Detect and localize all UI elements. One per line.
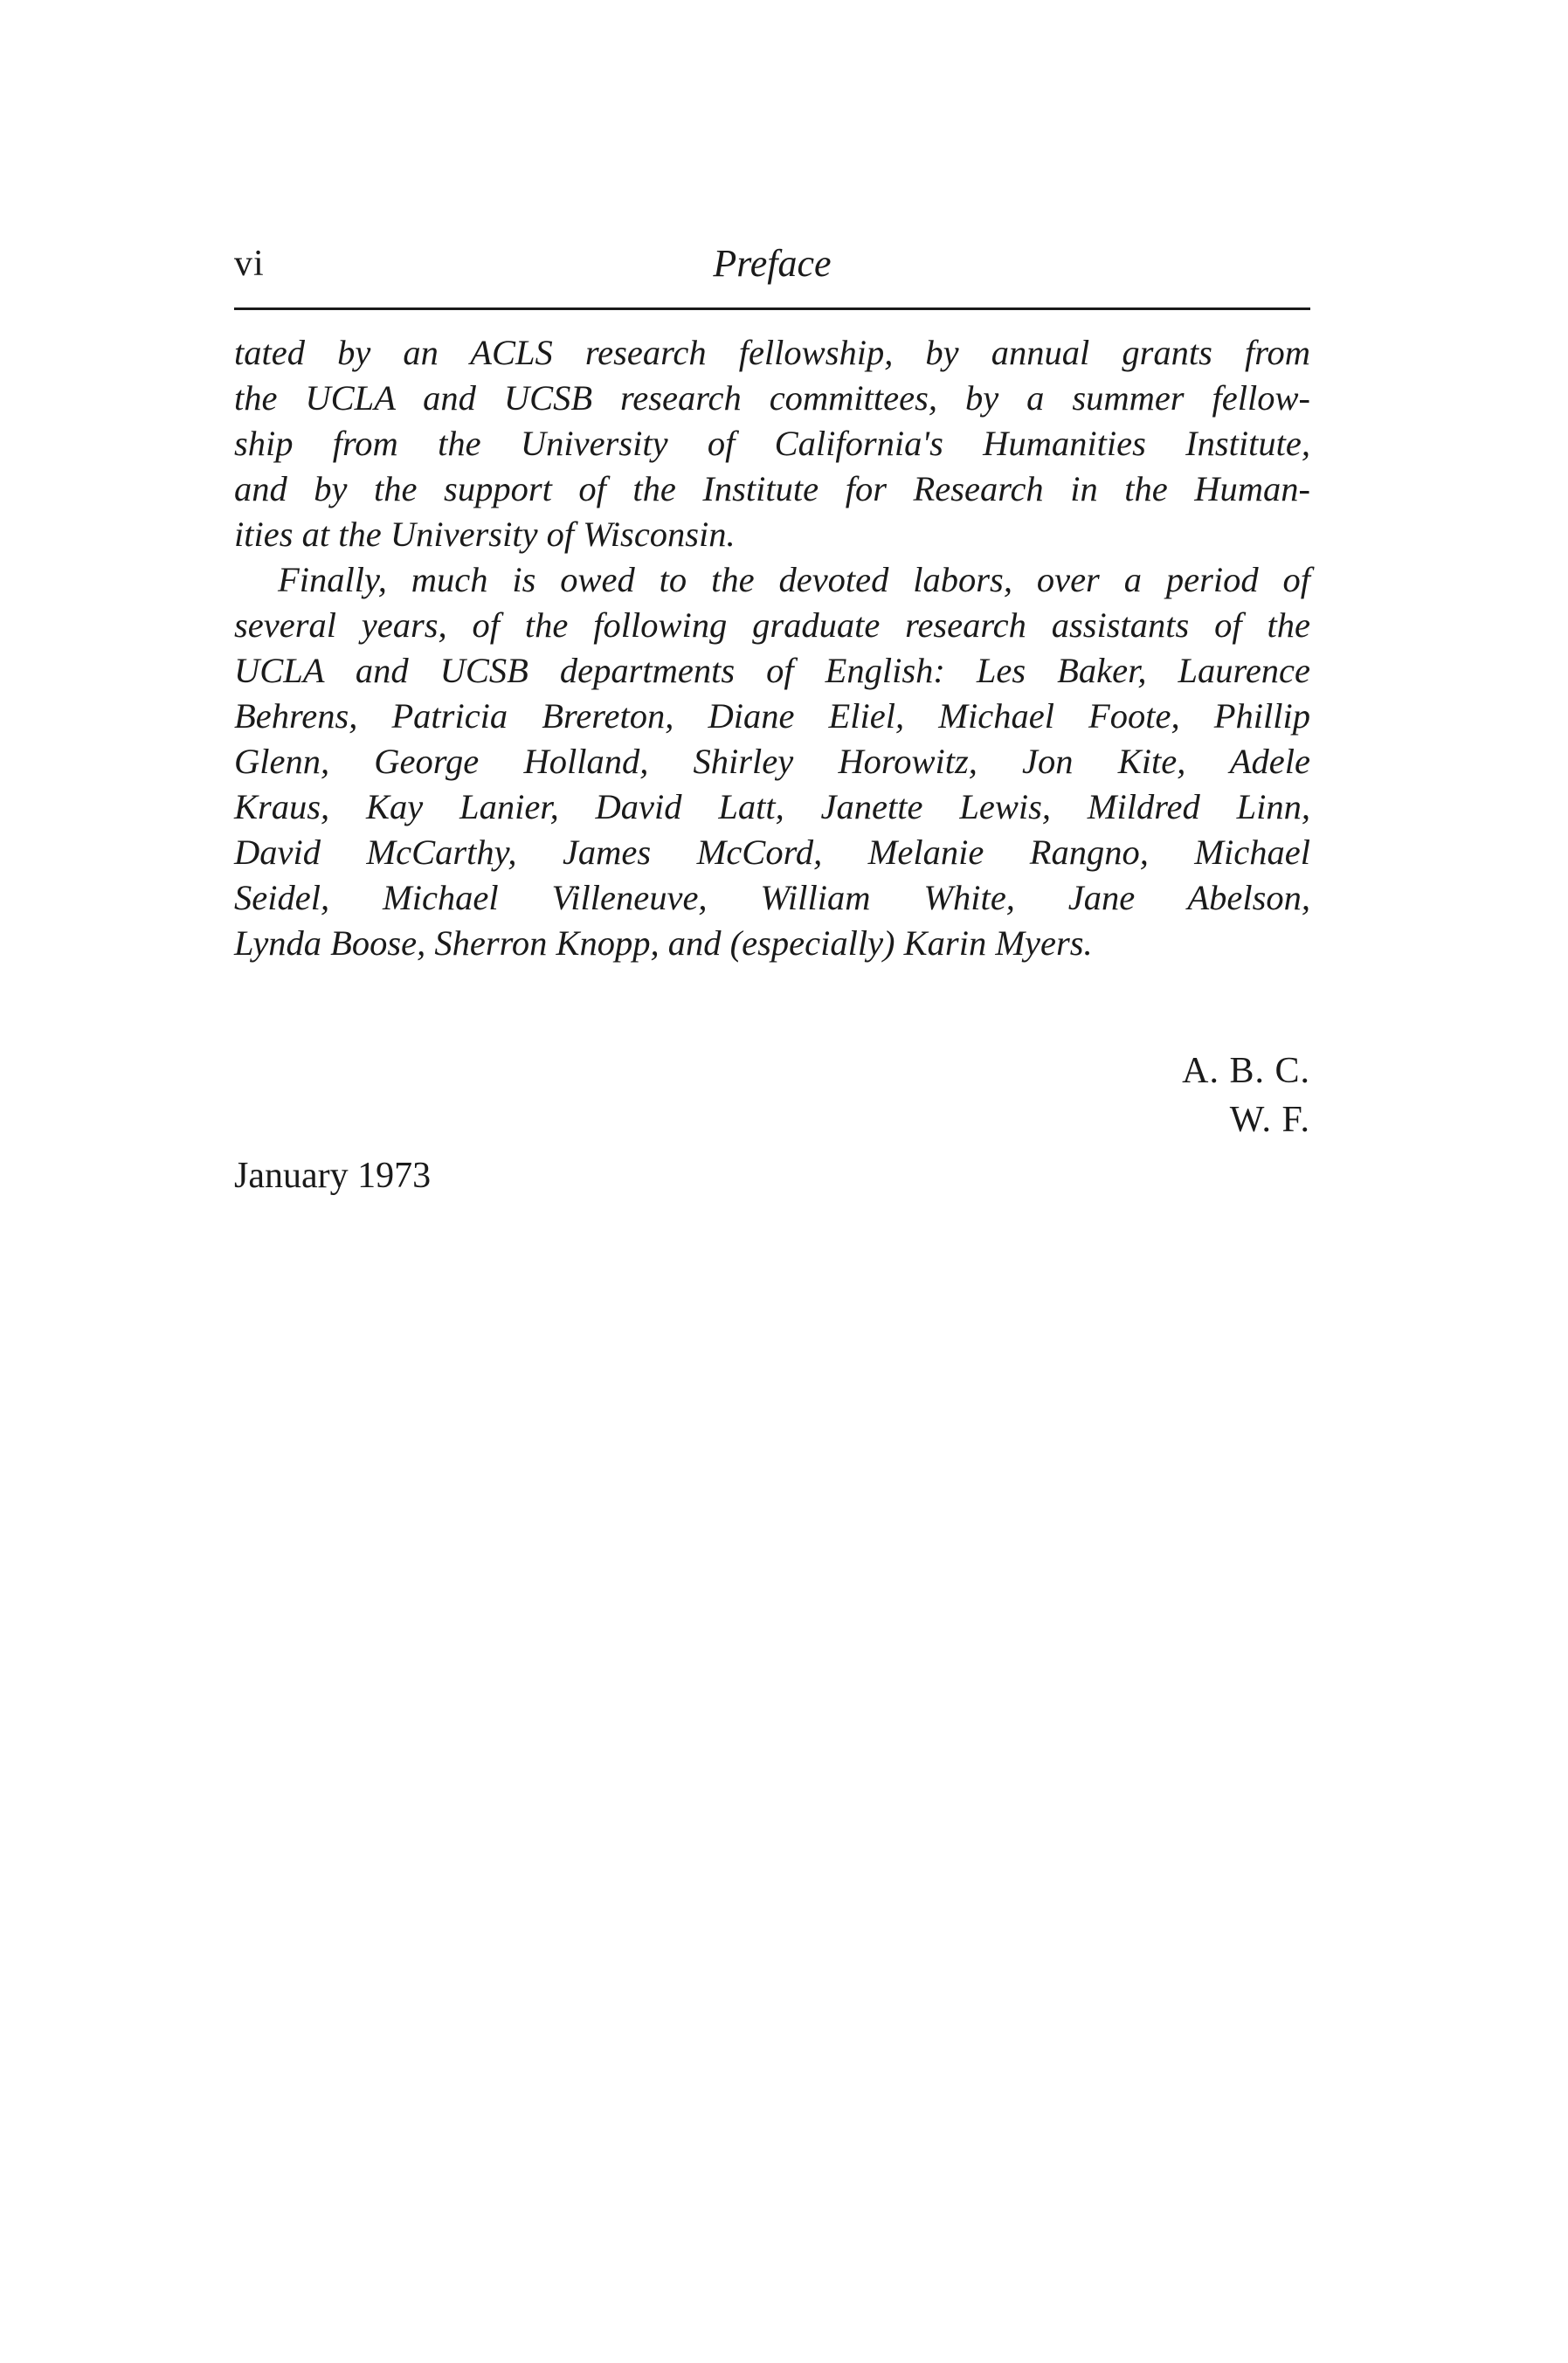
body-line: Glenn, George Holland, Shirley Horowitz, Jon Kite, Adele xyxy=(234,742,1310,781)
body-line: Behrens, Patricia Brereton, Diane Eliel, Michael Foote, Phillip xyxy=(234,696,1310,736)
body-line: UCLA and UCSB departments of English: Les Baker, Laurence xyxy=(234,651,1310,690)
author-initials xyxy=(1048,1047,1310,1144)
running-head xyxy=(234,238,1310,290)
initials-second: W. F. xyxy=(1229,1100,1310,1140)
body-line: tated by an ACLS research fellowship, by annual grants from xyxy=(234,333,1310,372)
body-line: Lynda Boose, Sherron Knopp, and (especially) Karin Myers. xyxy=(234,923,1093,963)
body-line: several years, of the following graduate research assistants of the xyxy=(234,605,1310,645)
body-line: Finally, much is owed to the devoted labors, over a period of xyxy=(278,560,1310,599)
preface-body xyxy=(234,330,1310,966)
body-line: ities at the University of Wisconsin. xyxy=(234,515,736,554)
body-line: ship from the University of California's Humanities Institute, xyxy=(234,424,1310,463)
running-title: Preface xyxy=(713,242,832,285)
preface-date: January 1973 xyxy=(234,1156,432,1196)
body-line: Seidel, Michael Villeneuve, William White, Jane Abelson, xyxy=(234,878,1310,917)
body-line: the UCLA and UCSB research committees, by a summer fellow- xyxy=(234,378,1310,418)
body-line: and by the support of the Institute for Research in the Human- xyxy=(234,469,1310,508)
body-line: David McCarthy, James McCord, Melanie Rangno, Michael xyxy=(234,833,1310,872)
page-number: vi xyxy=(234,244,265,284)
header-rule xyxy=(234,307,1310,310)
initials-first: A. B. C. xyxy=(1182,1051,1310,1091)
body-line: Kraus, Kay Lanier, David Latt, Janette Lewis, Mildred Linn, xyxy=(234,787,1310,826)
